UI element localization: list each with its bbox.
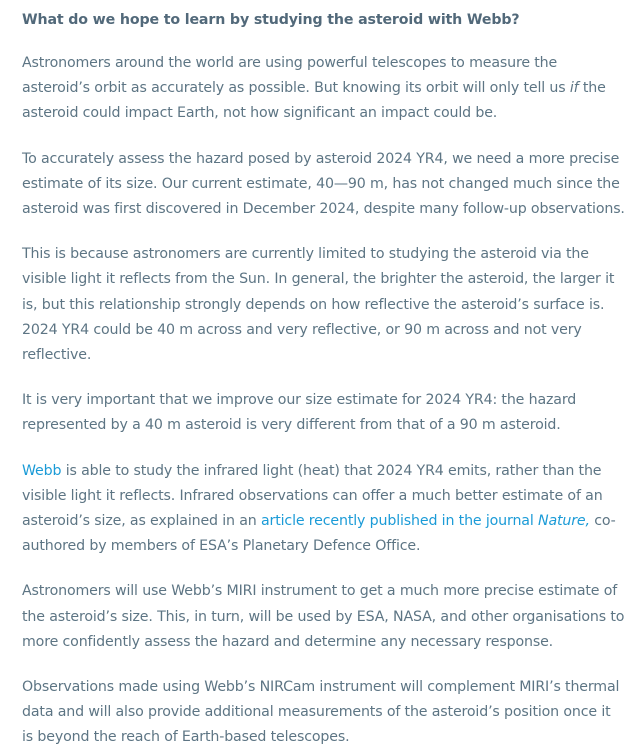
paragraph-visible-light: This is because astronomers are currently limited to studying the asteroid via the visible light it reflects from the Sun. In general, the brighter the asteroid, the larger it is, but this relationship strongly depends on how reflective the asteroid’s surface is. 2024 YR4 could be 40 m across and very reflective, or 90 m across and not very reflective. <box>22 246 615 364</box>
paragraph-nircam: Observations made using Webb’s NIRCam instrument will complement MIRI’s thermal data and will also provide additional measurements of the asteroid’s position once it is beyond the reach of Earth-based telescopes. <box>22 679 620 746</box>
paragraph-text: co-authored by members of ESA’s Planetary Defence Office. <box>22 513 616 555</box>
section-heading: What do we hope to learn by studying the asteroid with Webb? <box>22 12 520 28</box>
paragraph-text: is able to study the infrared light (heat) that 2024 YR4 emits, rather than the visible light it reflects. Infrared observations can offer a much better estimate of an asteroid’s size, as explained in an <box>22 462 603 530</box>
paragraph-orbit <box>22 51 625 127</box>
paragraph-text: Astronomers around the world are using powerful telescopes to measure the asteroid’s orbit as accurately as possible. But knowing its orbit will only tell us <box>22 55 570 97</box>
paragraph-size-estimate: To accurately assess the hazard posed by asteroid 2024 YR4, we need a more precise estimate of its size. Our current estimate, 40—90 m, has not changed much since the asteroid was first discovered in December 2024, despite many follow-up observations. <box>22 150 625 218</box>
emphasis-if: if <box>569 80 579 97</box>
nature-article-link[interactable] <box>261 513 590 529</box>
paragraph-importance: It is very important that we improve our size estimate for 2024 YR4: the hazard represented by a 40 m asteroid is very different from that of a 90 m asteroid. <box>22 392 577 434</box>
paragraph-text: the asteroid could impact Earth, not how significant an impact could be. <box>22 80 606 122</box>
link-emphasis-nature: Nature, <box>537 513 590 530</box>
link-text: article recently published in the journal <box>261 513 538 530</box>
webb-link[interactable]: Webb <box>22 462 62 479</box>
paragraph-miri: Astronomers will use Webb’s MIRI instrument to get a much more precise estimate of the asteroid’s size. This, in turn, will be used by ESA, NASA, and other organisations to more confidently assess the hazard and determine any necessary response. <box>22 583 625 650</box>
paragraph-webb-infrared <box>22 459 625 560</box>
